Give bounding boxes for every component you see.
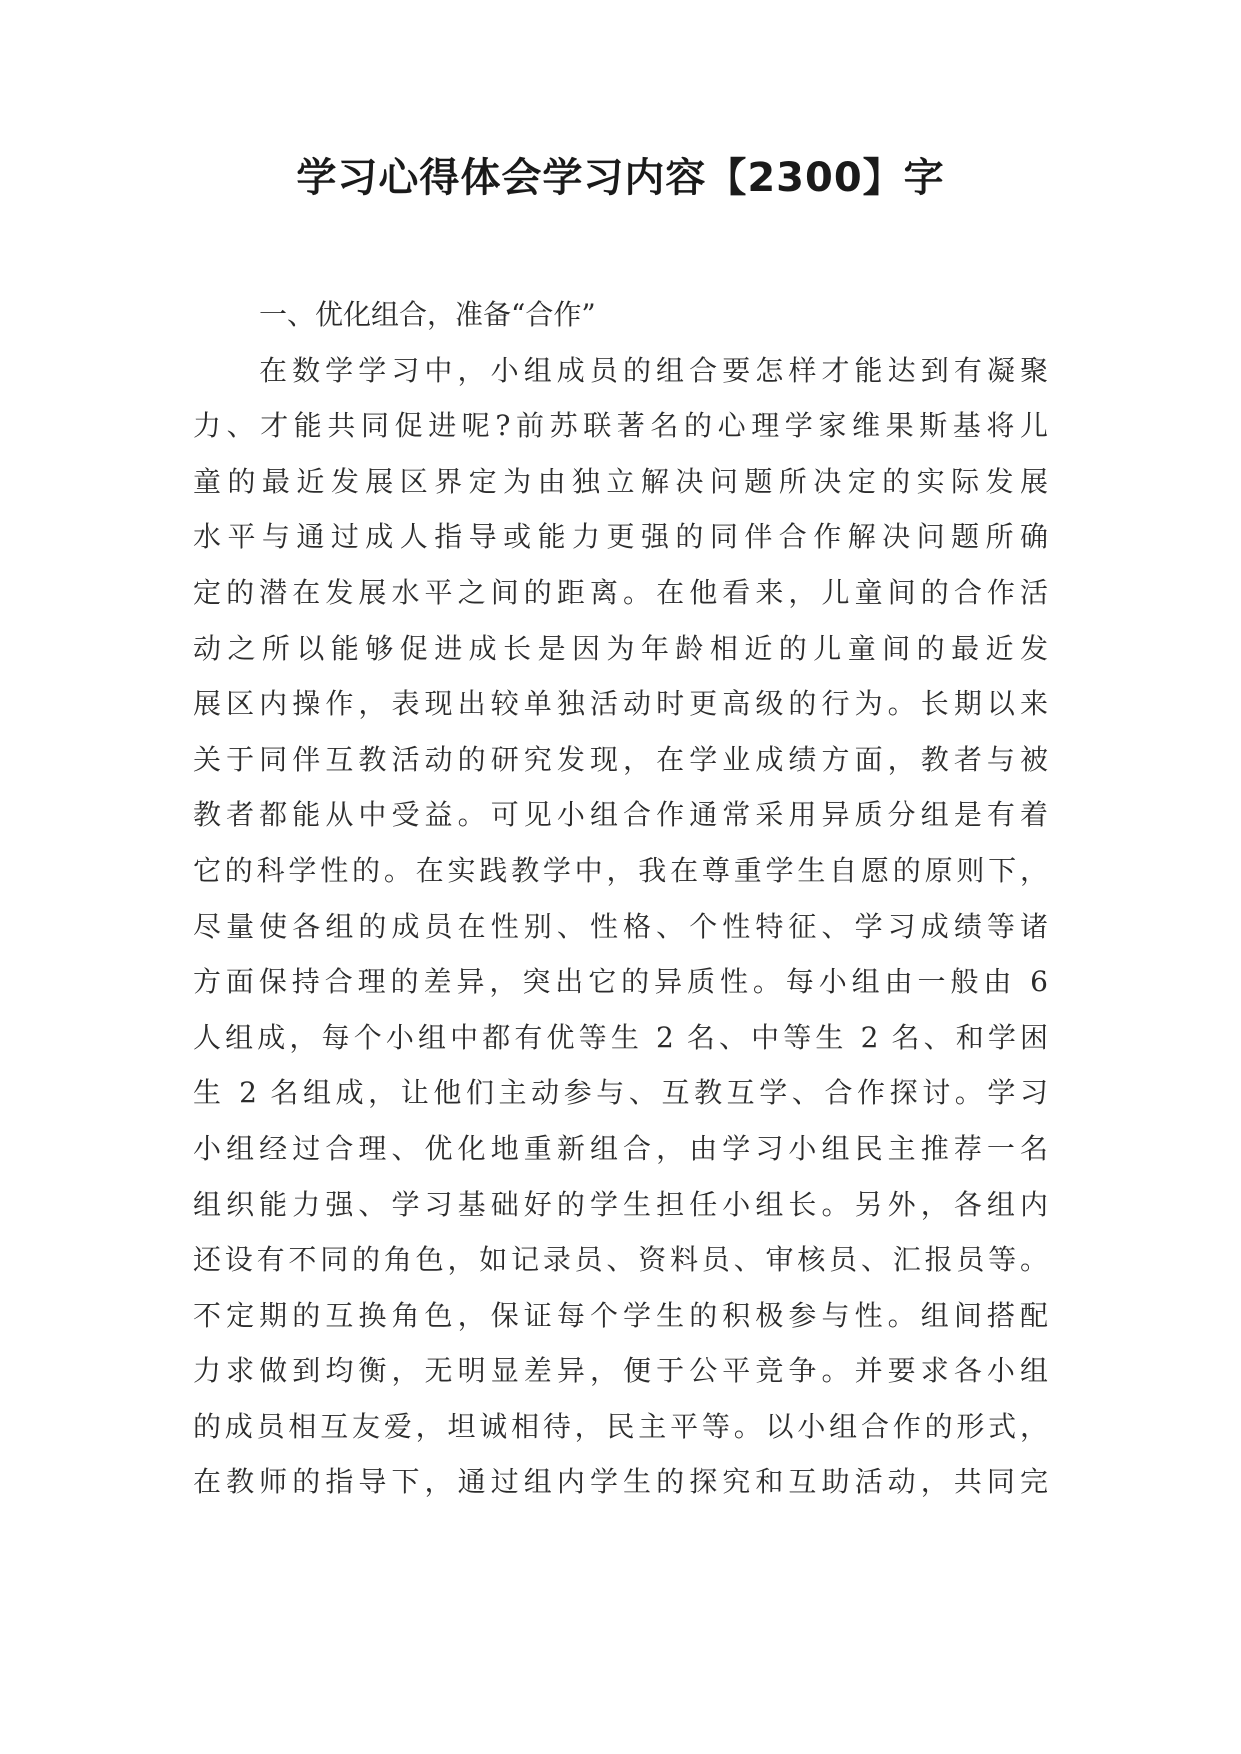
paragraph-line: 力、才能共同促进呢?前苏联著名的心理学家维果斯基将儿 <box>193 409 1048 443</box>
paragraph-line: 关于同伴互教活动的研究发现，在学业成绩方面，教者与被 <box>193 742 1048 776</box>
paragraph-line: 不定期的互换角色，保证每个学生的积极参与性。组间搭配 <box>193 1298 1048 1332</box>
document-title: 学习心得体会学习内容【2300】字 <box>296 155 945 201</box>
paragraph-line: 人组成，每个小组中都有优等生 2 名、中等生 2 名、和学困 <box>193 1020 1048 1054</box>
paragraph-line: 尽量使各组的成员在性别、性格、个性特征、学习成绩等诸 <box>193 909 1048 943</box>
document-body <box>193 287 1048 1510</box>
paragraph-line: 教者都能从中受益。可见小组合作通常采用异质分组是有着 <box>193 798 1048 832</box>
paragraph-line: 方面保持合理的差异，突出它的异质性。每小组由一般由 6 <box>193 965 1048 999</box>
paragraph-line: 组织能力强、学习基础好的学生担任小组长。另外，各组内 <box>193 1187 1048 1221</box>
paragraph-line: 它的科学性的。在实践教学中，我在尊重学生自愿的原则下， <box>193 853 1048 887</box>
paragraph-line: 生 2 名组成，让他们主动参与、互教互学、合作探讨。学习 <box>193 1076 1048 1110</box>
paragraph-line: 动之所以能够促进成长是因为年龄相近的儿童间的最近发 <box>193 631 1048 665</box>
paragraph-line: 还设有不同的角色，如记录员、资料员、审核员、汇报员等。 <box>193 1243 1048 1277</box>
paragraph-line: 的成员相互友爱，坦诚相待，民主平等。以小组合作的形式， <box>193 1409 1048 1443</box>
paragraph-line: 定的潜在发展水平之间的距离。在他看来，儿童间的合作活 <box>193 575 1048 609</box>
paragraph-line: 在教师的指导下，通过组内学生的探究和互助活动，共同完 <box>193 1465 1048 1499</box>
paragraph-line: 小组经过合理、优化地重新组合，由学习小组民主推荐一名 <box>193 1131 1048 1165</box>
paragraph-line: 展区内操作，表现出较单独活动时更高级的行为。长期以来 <box>193 687 1048 721</box>
paragraph-line: 水平与通过成人指导或能力更强的同伴合作解决问题所确 <box>193 520 1048 554</box>
paragraph-line: 童的最近发展区界定为由独立解决问题所决定的实际发展 <box>193 464 1048 498</box>
paragraph-line: 力求做到均衡，无明显差异，便于公平竞争。并要求各小组 <box>193 1354 1048 1388</box>
paragraph-line: 在数学学习中，小组成员的组合要怎样才能达到有凝聚 <box>259 353 1048 387</box>
section-heading: 一、优化组合，准备“合作” <box>259 298 596 331</box>
